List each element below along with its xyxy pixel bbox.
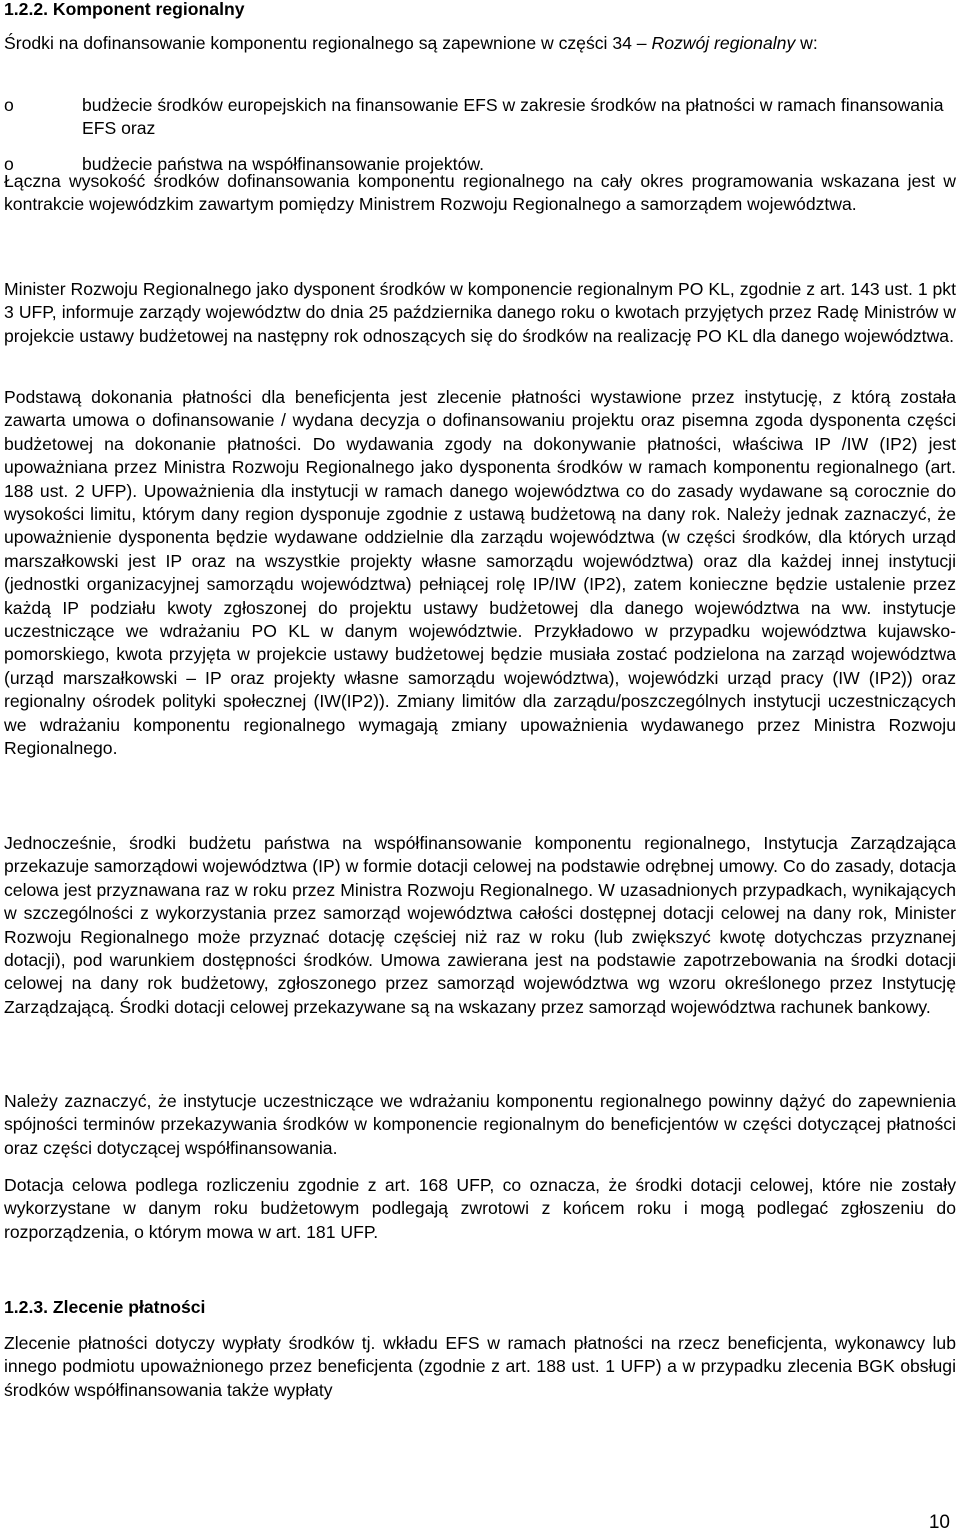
bullet-marker: o — [4, 153, 14, 174]
intro-text-italic: Rozwój regionalny — [651, 33, 796, 53]
paragraph-timing-consistency: Należy zaznaczyć, że instytucje uczestniczące we wdrażaniu komponentu regionalnego powinny dążyć do zapewnienia spójności terminów przekazywania środków w komponencie regionalnym do beneficjentów w części dotyczącej płatności oraz części dotyczącej współfinansowania. — [4, 1091, 956, 1158]
list-item — [4, 94, 956, 141]
paragraph-payment-order: Zlecenie płatności dotyczy wypłaty środków tj. wkładu EFS w ramach płatności na rzecz beneficjenta, wykonawcy lub innego podmiotu upoważnionego przez beneficjenta (zgodnie z art. 188 ust. 1 UFP) a w przypadku zlecenia BGK obsługi środków współfinansowania także wypłaty — [4, 1333, 956, 1400]
budget-bullet-list — [4, 94, 956, 176]
bullet-marker: o — [4, 95, 14, 115]
page-number: 10 — [928, 1512, 950, 1533]
bullet-text: budżecie środków europejskich na finansowanie EFS w zakresie środków na płatności w ramach finansowania EFS oraz — [82, 95, 944, 139]
section-heading-komponent-regionalny: 1.2.2. Komponent regionalny — [4, 0, 245, 19]
paragraph-subsidy-settlement: Dotacja celowa podlega rozliczeniu zgodnie z art. 168 UFP, co oznacza, że środki dotacji celowej, które nie zostały wykorzystane w danym roku budżetowym podlegają zwrotowi z końcem roku i mogą podlegać zgłoszeniu do rozporządzenia, o którym mowa w art. 181 UFP. — [4, 1175, 956, 1242]
paragraph-payment-basis: Podstawą dokonania płatności dla beneficjenta jest zlecenie płatności wystawione przez instytucję, z którą została zawarta umowa o dofinansowanie / wydana decyzja o dofinansowaniu projektu oraz pisemna zgoda dysponenta części budżetowej na dokonanie płatności. Do wydawania zgody na dokonywanie płatności, właściwa IP /IW (IP2) jest upoważniana przez Ministra Rozwoju Regionalnego jako dysponenta środków w ramach komponentu regionalnego (art. 188 ust. 2 UFP). Upoważnienia dla instytucji w ramach danego województwa co do zasady wydawane są corocznie do wysokości limitu, którym dany region dysponuje zgodnie z ustawą budżetową na dany rok. Należy jednak zaznaczyć, że upoważnienie dysponenta będzie wydawane oddzielnie dla zarządu województwa (w części środków, dla których urząd marszałkowski jest IP oraz na wszystkie projekty własne samorządu województwa) oraz dla każdej innej instytucji (jednostki organizacyjnej samorządu województwa) pełniącej rolę IP/IW (IP2), zatem konieczne będzie ustalenie przez każdą IP podziału kwoty zgłoszonej do projektu ustawy budżetowej dla danego województwa na ww. instytucje uczestniczące we wdrażaniu PO KL w danym województwie. Przykładowo w przypadku województwa kujawsko-pomorskiego, kwota przyjęta w projekcie ustawy budżetowej będzie musiała zostać podzielona na zarząd województwa (urząd marszałkowski – IP oraz projekty własne samorządu województwa), wojewódzki urząd pracy (IW (IP2)) oraz regionalny ośrodek polityki społecznej (IW(IP2)). Zmiany limitów dla zarządu/poszczególnych instytucji uczestniczących we wdrażaniu komponentu regionalnego wymagają zmiany upoważnienia wydawanego przez Ministra Rozwoju Regionalnego. — [4, 387, 956, 759]
paragraph-minister-dysponent: Minister Rozwoju Regionalnego jako dysponent środków w komponencie regionalnym PO KL, zgodnie z art. 143 ust. 1 pkt 3 UFP, informuje zarządy województw do dnia 25 października danego roku o kwotach przyjętych przez Radę Ministrów w projekcie ustawy budżetowej na następny rok odnoszących się do środków na realizację PO KL dla danego województwa. — [4, 279, 956, 346]
intro-text-before: Środki na dofinansowanie komponentu regionalnego są zapewnione w części 34 – — [4, 33, 652, 53]
paragraph-total-funding: Łączna wysokość środków dofinansowania komponentu regionalnego na cały okres programowania wskazana jest w kontrakcie wojewódzkim zawartym pomiędzy Ministrem Rozwoju Regionalnego a samorządem województwa. — [4, 171, 956, 215]
bullet-text: budżecie państwa na współfinansowanie projektów. — [82, 153, 484, 174]
intro-paragraph — [4, 32, 956, 55]
intro-text-after: w: — [795, 33, 818, 53]
section-heading-zlecenie-platnosci: 1.2.3. Zlecenie płatności — [4, 1297, 206, 1317]
paragraph-state-budget: Jednocześnie, środki budżetu państwa na współfinansowanie komponentu regionalnego, Instytucja Zarządzająca przekazuje samorządowi województwa (IP) w formie dotacji celowej na podstawie odrębnej umowy. Co do zasady, dotacja celowa jest przyznawana raz w roku przez Ministra Rozwoju Regionalnego. W uzasadnionych przypadkach, wynikających w szczególności z wykorzystania przez samorząd województwa całości dostępnej dotacji celowej na dany rok, Minister Rozwoju Regionalnego może przyznać dotację częściej niż raz w roku (lub zwiększyć kwotę dotychczas przyznanej dotacji), pod warunkiem dostępności środków. Umowa zawierana jest na podstawie zapotrzebowania na środki dotacji celowej na dany rok budżetowy, zgłoszonego przez samorząd województwa wg wzoru określonego przez Instytucję Zarządzającą. Środki dotacji celowej przekazywane są na wskazany przez samorząd województwa rachunek bankowy. — [4, 833, 956, 1017]
